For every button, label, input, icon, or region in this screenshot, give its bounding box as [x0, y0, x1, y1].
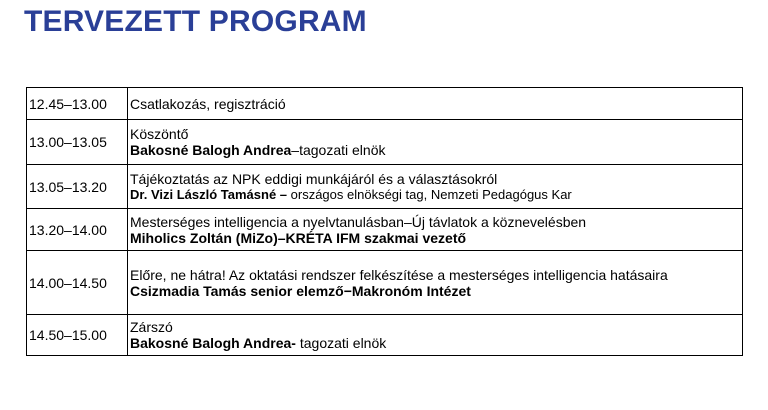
- speaker-name: Miholics Zoltán (MiZo)–KRÉTA IFM szakmai vezető: [130, 229, 467, 246]
- table-row: [27, 88, 743, 120]
- description-cell: [128, 120, 743, 165]
- speaker-line: [130, 335, 740, 351]
- time-cell: 14.50–15.00: [27, 315, 128, 356]
- session-title: Köszöntő: [130, 126, 189, 142]
- page-title: TERVEZETT PROGRAM: [24, 5, 367, 38]
- speaker-line: [130, 187, 740, 203]
- speaker-name: Bakosné Balogh Andrea: [130, 142, 292, 158]
- speaker-role: –tagozati elnök: [291, 142, 386, 158]
- session-title: Előre, ne hátra! Az oktatási rendszer felkészítése a mesterséges intelligencia hatásaira: [130, 266, 668, 283]
- time-cell: 14.00–14.50: [27, 251, 128, 315]
- speaker-name: Csizmadia Tamás senior elemző−Makronóm Intézet: [130, 282, 471, 299]
- table-row: [27, 209, 743, 251]
- speaker-role: országos elnökségi tag, Nemzeti Pedagógus Kar: [287, 186, 572, 202]
- description-cell: [128, 165, 743, 209]
- description-cell: [128, 251, 743, 315]
- speaker-role: tagozati elnök: [295, 335, 387, 351]
- table-row: [27, 165, 743, 209]
- table-row: [27, 120, 743, 165]
- session-title: Csatlakozás, regisztráció: [130, 95, 286, 112]
- speaker-name: Dr. Vizi László Tamásné –: [130, 186, 288, 202]
- speaker-line: [130, 142, 740, 158]
- table-row: [27, 315, 743, 356]
- session-title: Mesterséges intelligencia a nyelvtanulásban–Új távlatok a köznevelésben: [130, 213, 587, 230]
- time-cell: 13.00–13.05: [27, 120, 128, 165]
- description-cell: [128, 88, 743, 120]
- session-title: Zárszó: [130, 319, 173, 335]
- speaker-name: Bakosné Balogh Andrea-: [130, 335, 296, 351]
- table-row: [27, 251, 743, 315]
- session-title: Tájékoztatás az NPK eddigi munkájáról és a választásokról: [130, 170, 498, 187]
- time-cell: 13.20–14.00: [27, 209, 128, 251]
- description-cell: [128, 315, 743, 356]
- program-table: [26, 87, 743, 356]
- time-cell: 13.05–13.20: [27, 165, 128, 209]
- description-cell: [128, 209, 743, 251]
- time-cell: 12.45–13.00: [27, 88, 128, 120]
